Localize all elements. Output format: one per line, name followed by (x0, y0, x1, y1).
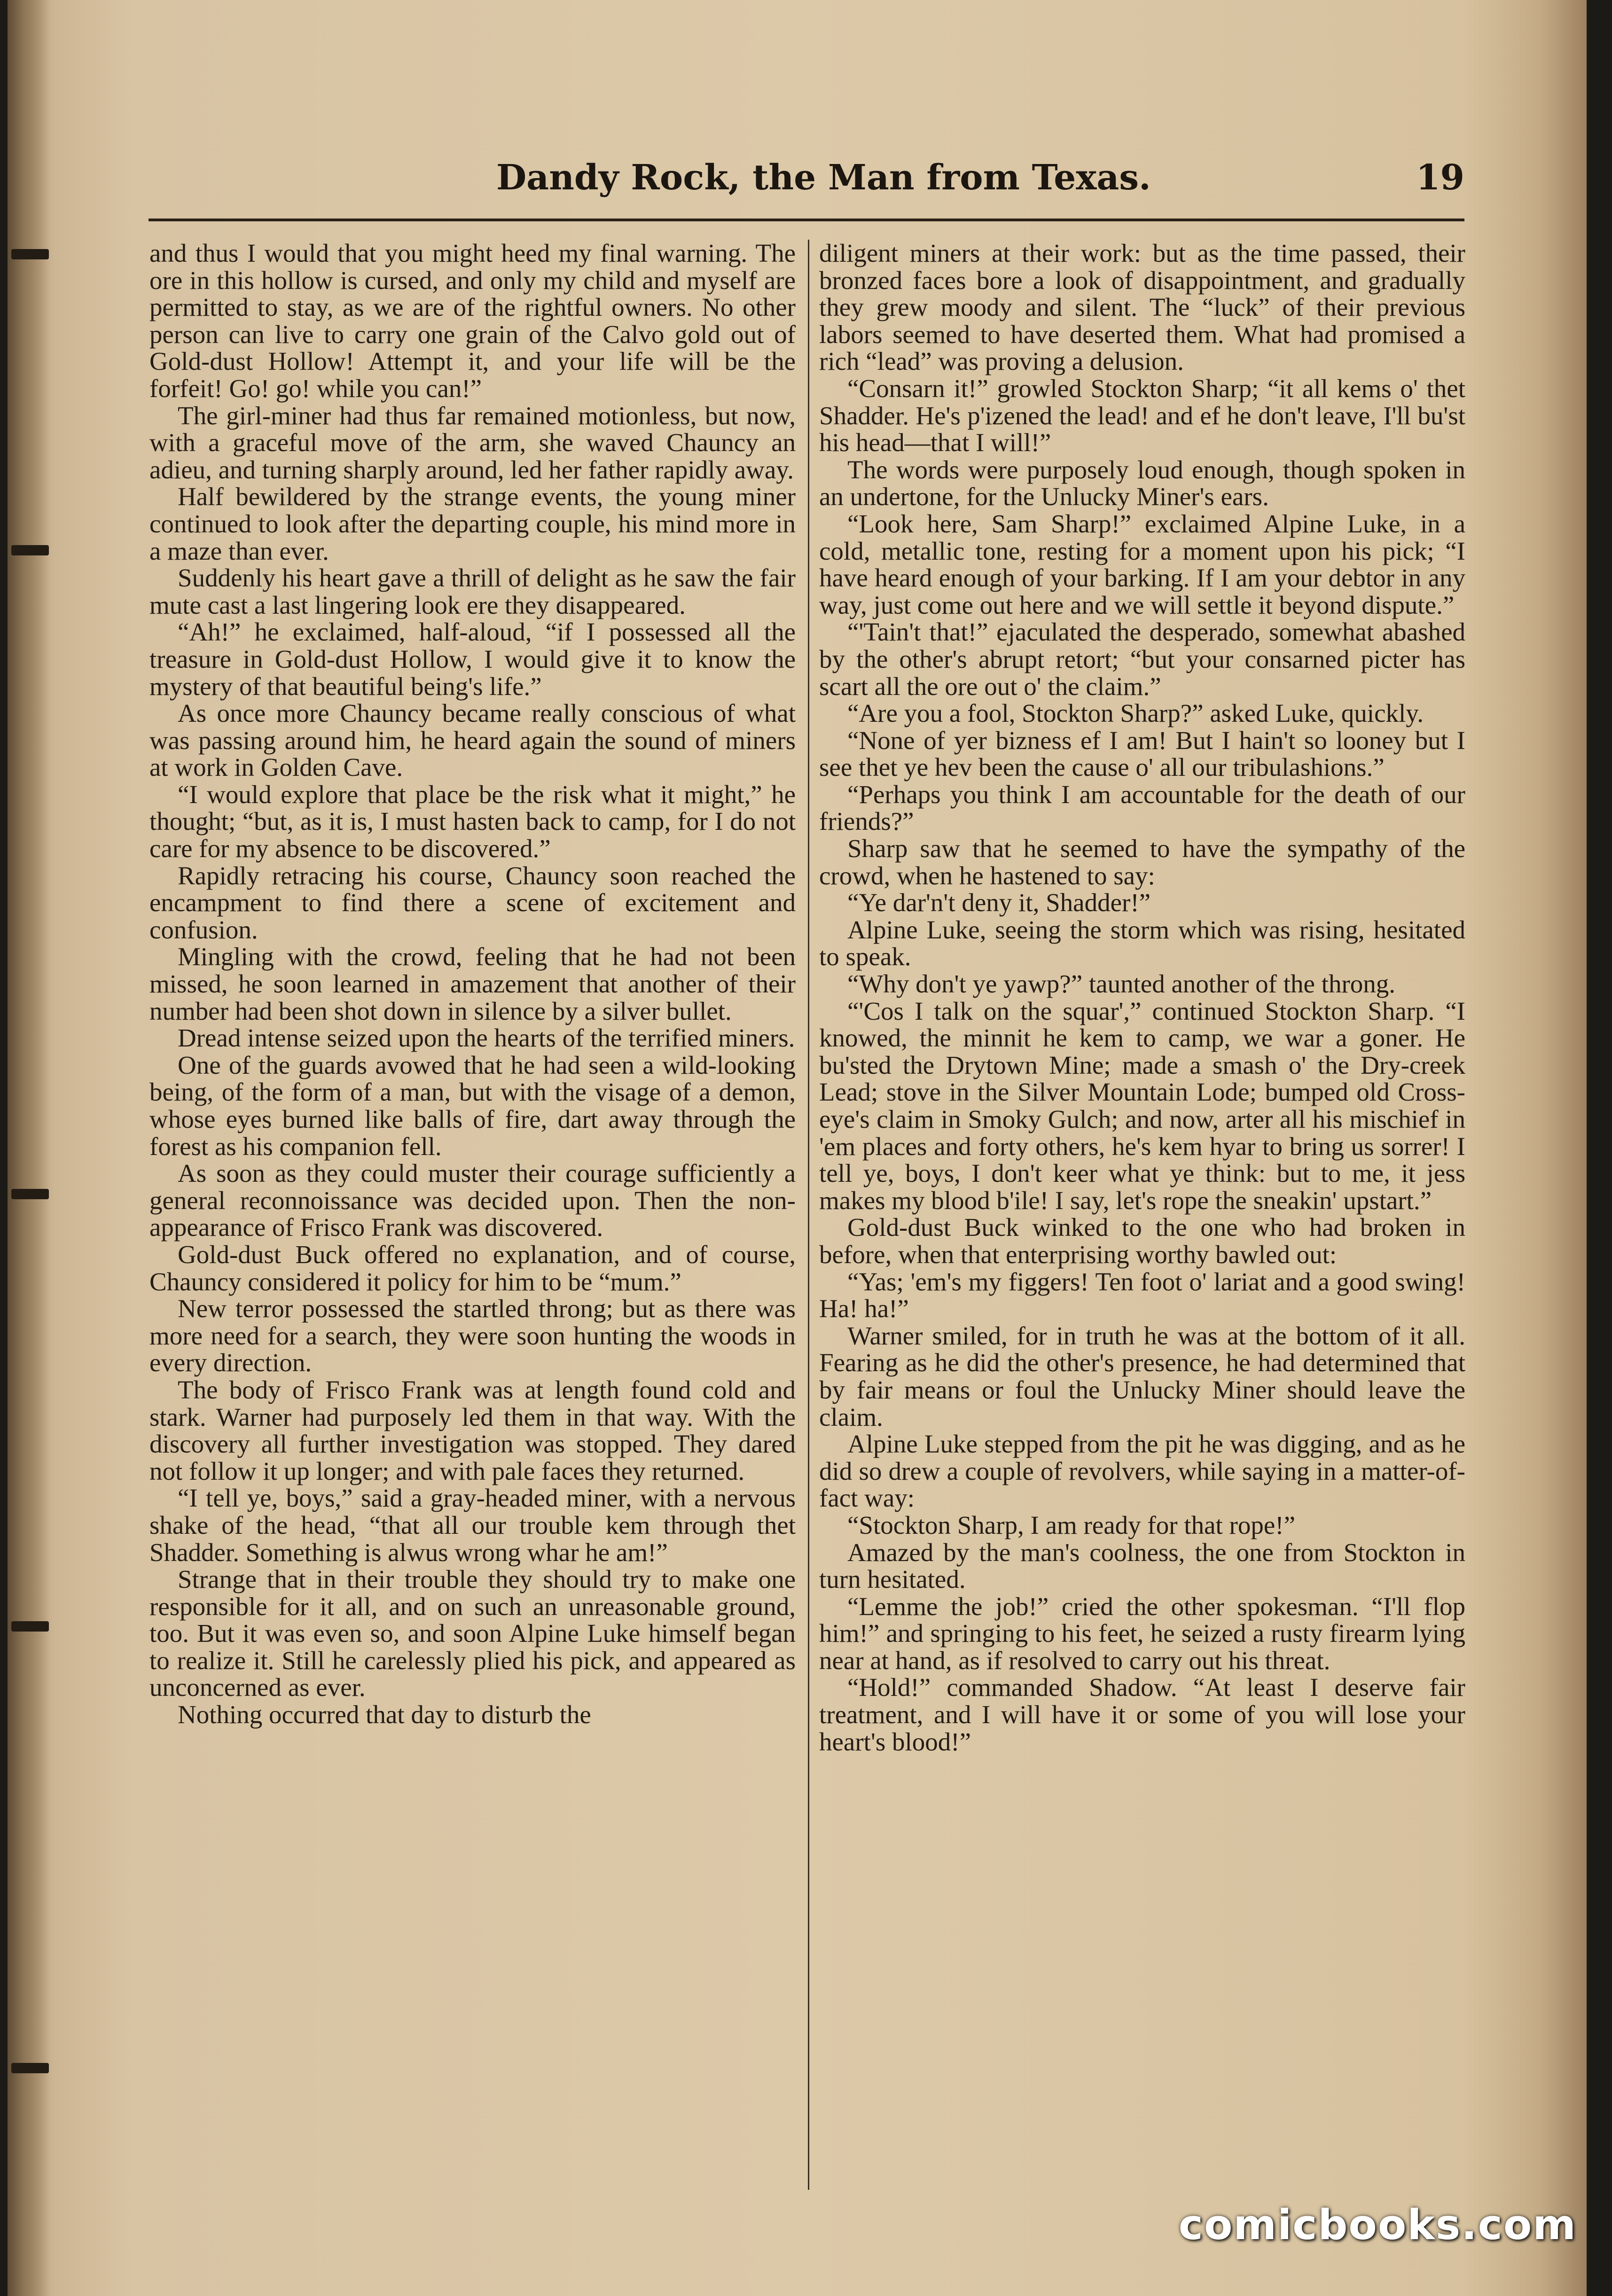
paragraph: The words were purposely loud enough, though spoken in an undertone, for the Unlucky Miner's ears. (819, 455, 1465, 511)
paragraph: “'Cos I talk on the squar',” continued Stockton Sharp. “I knowed, the minnit he kem to camp, we war a goner. He bu'sted the Drytown Mine; made a smash o' the Dry-creek Lead; stove in the Silver Mountain Lode; bumped old Cross-eye's claim in Smoky Gulch; and now, arter all his mischief in 'em places and forty others, he's kem hyar to bring us sorrer! I tell ye, boys, I don't keer what ye think: but to me, it jess makes my blood b'ile! I say, let's rope the sneakin' upstart.” (819, 996, 1465, 1215)
paragraph: The girl-miner had thus far remained motionless, but now, with a graceful move of the arm, she waved Chauncy an adieu, and turning sharply around, led her father rapidly away. (149, 401, 796, 484)
binding-stitch (11, 545, 49, 555)
paragraph: “Perhaps you think I am accountable for the death of our friends?” (819, 780, 1465, 836)
paragraph: “Why don't ye yawp?” taunted another of the throng. (847, 969, 1396, 999)
header-rule (149, 219, 1464, 221)
page-number: 19 (1416, 157, 1464, 198)
watermark: comicbooks.com (1178, 2201, 1577, 2249)
paragraph: “Look here, Sam Sharp!” exclaimed Alpine Luke, in a cold, metallic tone, resting for a moment upon his pick; “I have heard enough of your barking. If I am your debtor in any way, just come out here and we will settle it beyond dispute.” (819, 509, 1465, 619)
left-column (149, 240, 796, 2190)
paragraph: One of the guards avowed that he had seen a wild-looking being, of the form of a man, but with the visage of a demon, whose eyes burned like balls of fire, dart away through the forest as his companion fell. (149, 1050, 796, 1161)
binding-stitch (11, 1621, 49, 1632)
paragraph: New terror possessed the startled throng; but as there was more need for a search, they were soon hunting the woods in every direction. (149, 1294, 796, 1377)
binding-stitch (11, 2063, 49, 2073)
paragraph: As soon as they could muster their courage sufficiently a general reconnoissance was decided upon. Then the non-appearance of Frisco Frank was discovered. (149, 1159, 796, 1242)
paragraph: Nothing occurred that day to disturb the (178, 1700, 591, 1729)
binding-stitch (11, 249, 49, 259)
binding-spine (8, 0, 50, 2296)
paragraph: Half bewildered by the strange events, the young miner continued to look after the departing couple, his mind more in a maze than ever. (149, 482, 796, 565)
paragraph: “Ye dar'n't deny it, Shadder!” (847, 888, 1151, 917)
paragraph: Rapidly retracing his course, Chauncy soon reached the encampment to find there a scene of excitement and confusion. (149, 861, 796, 944)
paragraph: “I would explore that place be the risk what it might,” he thought; “but, as it is, I must hasten back to camp, for I do not care for my absence to be discovered.” (149, 780, 796, 863)
paragraph: Suddenly his heart gave a thrill of delight as he saw the fair mute cast a last lingering look ere they disappeared. (149, 563, 796, 619)
paragraph: “Hold!” commanded Shadow. “At least I deserve fair treatment, and I will have it or some of you will lose your heart's blood!” (819, 1673, 1465, 1756)
paragraph: Sharp saw that he seemed to have the sympathy of the crowd, when he hastened to say: (819, 834, 1465, 890)
right-column (819, 240, 1465, 2190)
paragraph: Amazed by the man's coolness, the one from Stockton in turn hesitated. (819, 1538, 1465, 1594)
paragraph: Gold-dust Buck winked to the one who had broken in before, when that enterprising worthy bawled out: (819, 1213, 1465, 1269)
paragraph: Gold-dust Buck offered no explanation, and of course, Chauncy considered it policy for him to be “mum.” (149, 1240, 796, 1296)
page-header (496, 157, 1464, 214)
paragraph: “Consarn it!” growled Stockton Sharp; “it all kems o' thet Shadder. He's p'izened the lead! and ef he don't leave, I'll bu'st his head—that I will!” (819, 374, 1465, 457)
paragraph: “Lemme the job!” cried the other spokesman. “I'll flop him!” and springing to his feet, he seized a rusty firearm lying near at hand, as if resolved to carry out his threat. (819, 1592, 1465, 1675)
running-title: Dandy Rock, the Man from Texas. (496, 157, 1151, 198)
column-rule (808, 240, 809, 2190)
paragraph: As once more Chauncy became really conscious of what was passing around him, he heard again the sound of miners at work in Golden Cave. (149, 699, 796, 782)
paragraph: Strange that in their trouble they should try to make one responsible for it all, and on such an unreasonable ground, too. But it was even so, and soon Alpine Luke himself began to realize it. Still he carelessly plied his pick, and appeared as unconcerned as ever. (149, 1565, 796, 1702)
paragraph: Alpine Luke stepped from the pit he was digging, and as he did so drew a couple of revolvers, while saying in a matter-of-fact way: (819, 1429, 1465, 1513)
paragraph: Alpine Luke, seeing the storm which was rising, hesitated to speak. (819, 915, 1465, 971)
book-page (8, 0, 1587, 2296)
paragraph: Mingling with the crowd, feeling that he had not been missed, he soon learned in amazement that another of their number had been shot down in silence by a silver bullet. (149, 942, 796, 1025)
paragraph: “'Tain't that!” ejaculated the desperado, somewhat abashed by the other's abrupt retort; “but your consarned picter has scart all the ore out o' the claim.” (819, 617, 1465, 701)
paragraph: “Are you a fool, Stockton Sharp?” asked Luke, quickly. (847, 699, 1424, 728)
paragraph: “Yas; 'em's my figgers! Ten foot o' lariat and a good swing! Ha! ha!” (819, 1267, 1465, 1323)
paragraph: “Stockton Sharp, I am ready for that rope!” (847, 1510, 1295, 1539)
paragraph: “None of yer bizness ef I am! But I hain't so looney but I see thet ye hev been the cause o' all our tribulashions.” (819, 726, 1465, 782)
paragraph: “Ah!” he exclaimed, half-aloud, “if I possessed all the treasure in Gold-dust Hollow, I would give it to know the mystery of that beautiful being's life.” (149, 617, 796, 701)
paragraph: Dread intense seized upon the hearts of the terrified miners. (178, 1023, 795, 1053)
paragraph: and thus I would that you might heed my final warning. The ore in this hollow is cursed, and only my child and myself are permitted to stay, as we are of the rightful owners. No other person can live to carry one grain of the Calvo gold out of Gold-dust Hollow! Attempt it, and your life will be the forfeit! Go! go! while you can!” (149, 240, 796, 403)
binding-stitch (11, 1189, 49, 1199)
paragraph: “I tell ye, boys,” said a gray-headed miner, with a nervous shake of the head, “that all our trouble kem through thet Shadder. Something is alwus wrong whar he am!” (149, 1484, 796, 1567)
paragraph: The body of Frisco Frank was at length found cold and stark. Warner had purposely led them in that way. With the discovery all further investigation was stopped. They dared not follow it up longer; and with pale faces they returned. (149, 1375, 796, 1485)
paragraph: Warner smiled, for in truth he was at the bottom of it all. Fearing as he did the other's presence, he had determined that by fair means or foul the Unlucky Miner should leave the claim. (819, 1321, 1465, 1431)
paragraph: diligent miners at their work: but as the time passed, their bronzed faces bore a look of disappointment, and gradually they grew moody and silent. The “luck” of their previous labors seemed to have deserted them. What had promised a rich “lead” was proving a delusion. (819, 240, 1465, 376)
